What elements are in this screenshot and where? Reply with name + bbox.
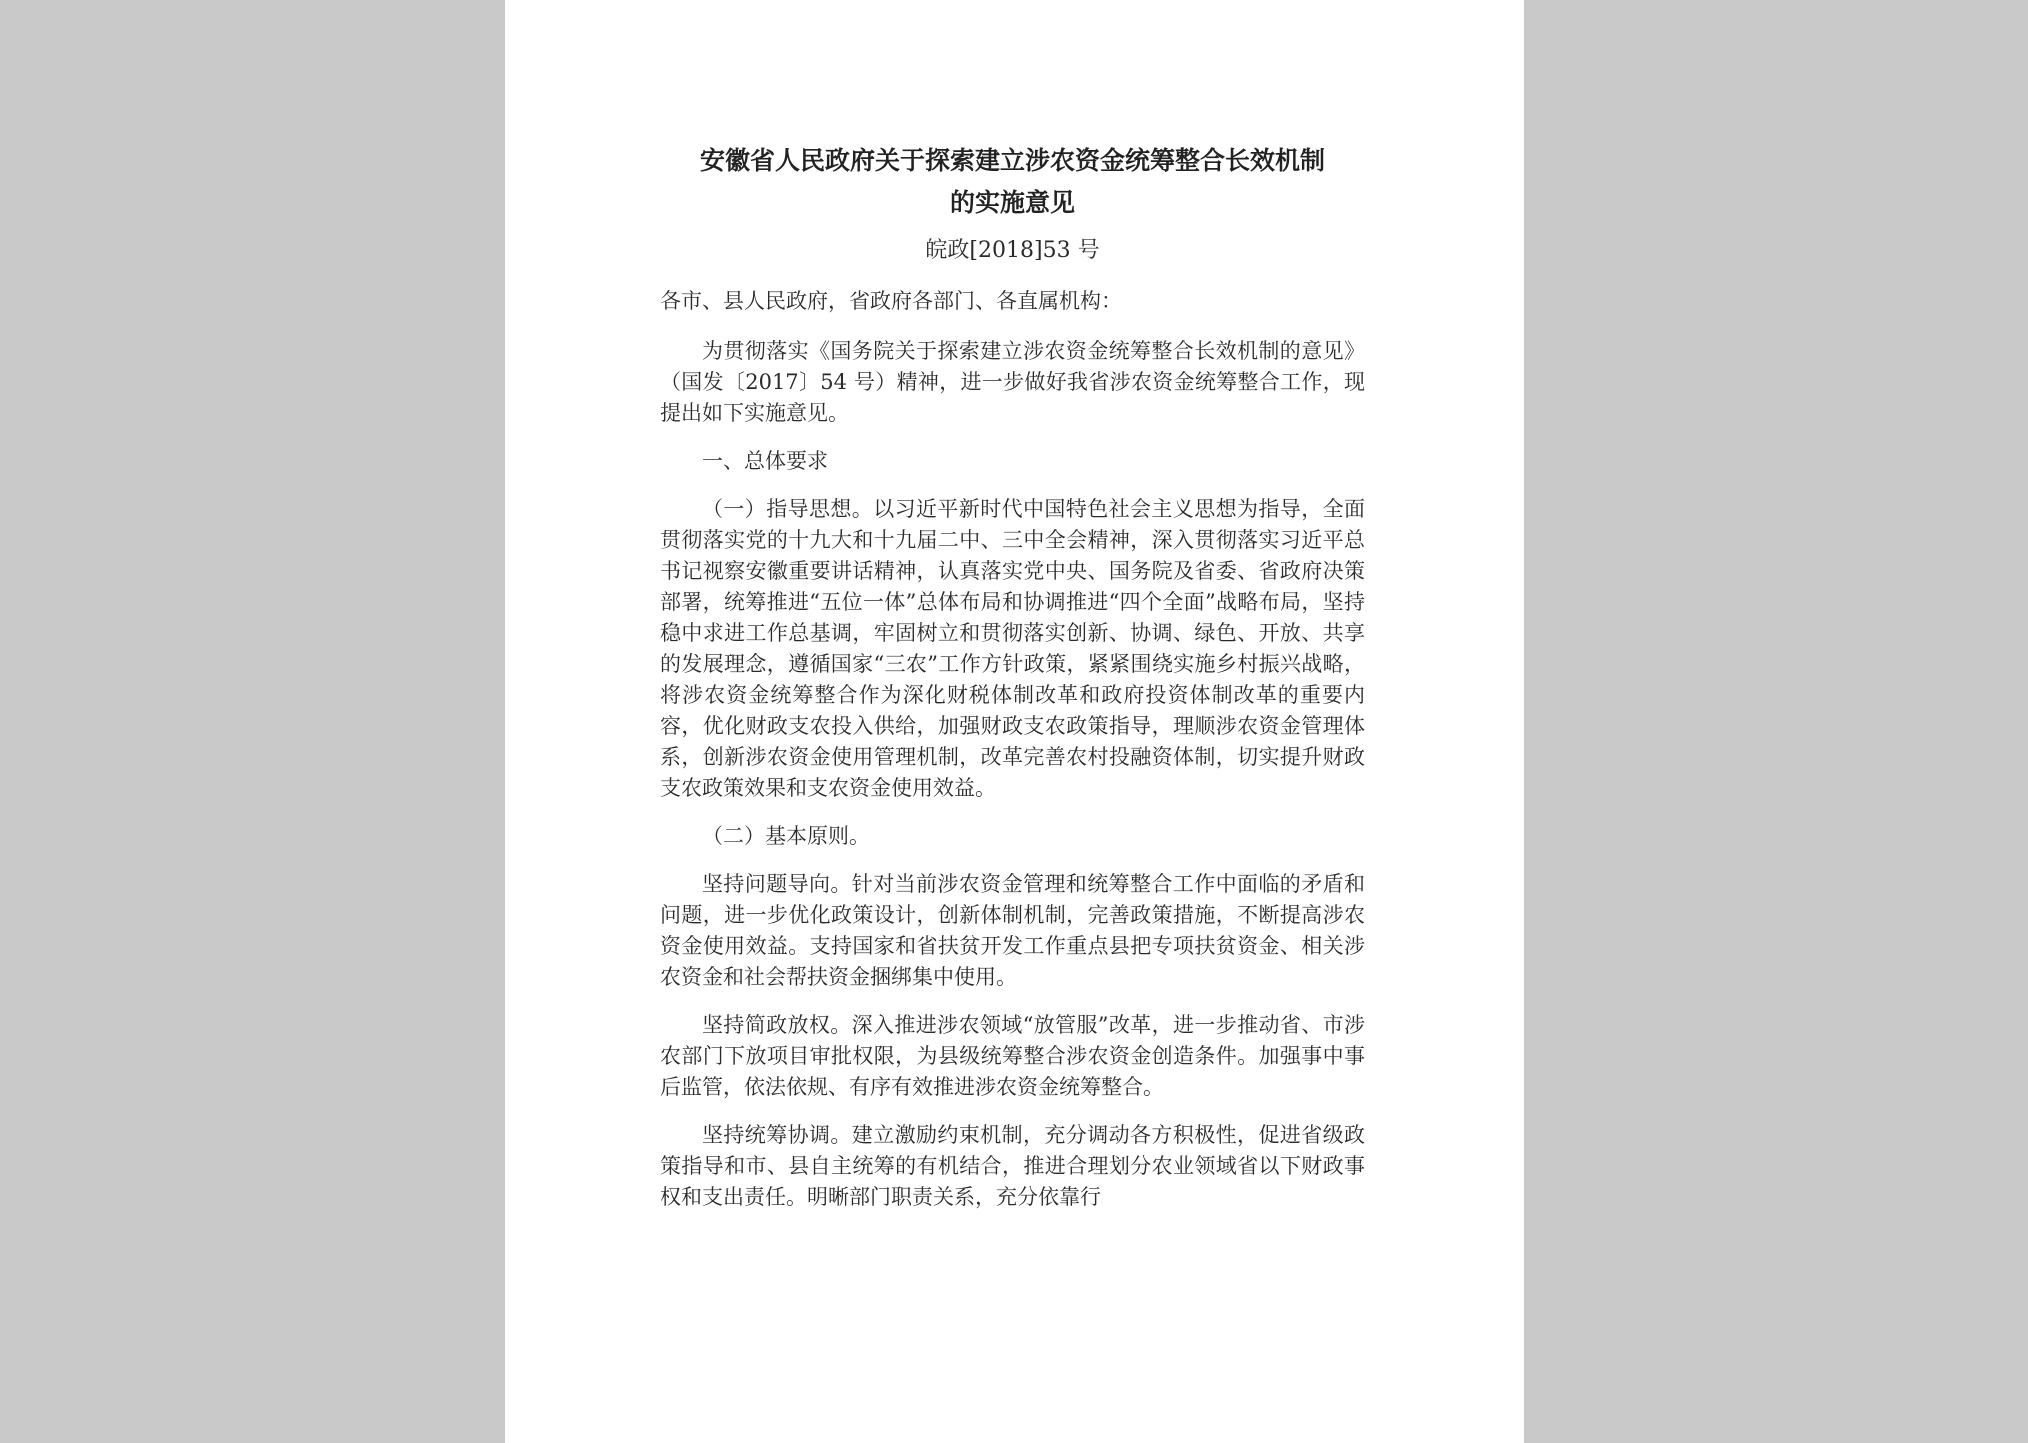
- guiding-thought-paragraph: （一）指导思想。以习近平新时代中国特色社会主义思想为指导，全面贯彻落实党的十九大和十九届二中、三中全会精神，深入贯彻落实习近平总书记视察安徽重要讲话精神，认真落实党中央、国务院及省委、省政府决策部署，统筹推进“五位一体”总体布局和协调推进“四个全面”战略布局，坚持稳中求进工作总基调，牢固树立和贯彻落实创新、协调、绿色、开放、共享的发展理念，遵循国家“三农”工作方针政策，紧紧围绕实施乡村振兴战略，将涉农资金统筹整合作为深化财税体制改革和政府投资体制改革的重要内容，优化财政支农投入供给，加强财政支农政策指导，理顺涉农资金管理体系，创新涉农资金使用管理机制，改革完善农村投融资体制，切实提升财政支农政策效果和支农资金使用效益。: [660, 497, 1365, 800]
- basic-principles-heading: （二）基本原则。: [702, 824, 870, 848]
- section-heading-general-requirements: 一、总体要求: [702, 449, 828, 473]
- title-line-2: 的实施意见: [949, 188, 1075, 217]
- intro-paragraph: 为贯彻落实《国务院关于探索建立涉农资金统筹整合长效机制的意见》（国发〔2017〕54 号）精神，进一步做好我省涉农资金统筹整合工作，现提出如下实施意见。: [660, 339, 1365, 425]
- principle-simplify-administration: 坚持简政放权。深入推进涉农领域“放管服”改革，进一步推动省、市涉农部门下放项目审批权限，为县级统筹整合涉农资金创造条件。加强事中事后监管，依法依规、有序有效推进涉农资金统筹整合。: [660, 1013, 1365, 1099]
- recipient-line: 各市、县人民政府，省政府各部门、各直属机构：: [660, 289, 1122, 313]
- page-content: [660, 140, 1365, 1230]
- document-number: 皖政[2018]53 号: [925, 238, 1100, 263]
- principle-overall-coordination: 坚持统筹协调。建立激励约束机制，充分调动各方积极性，促进省级政策指导和市、县自主统筹的有机结合，推进合理划分农业领域省以下财政事权和支出责任。明晰部门职责关系，充分依靠行: [660, 1123, 1365, 1209]
- document-title: [660, 140, 1365, 224]
- principle-problem-oriented: 坚持问题导向。针对当前涉农资金管理和统筹整合工作中面临的矛盾和问题，进一步优化政策设计，创新体制机制，完善政策措施，不断提高涉农资金使用效益。支持国家和省扶贫开发工作重点县把专项扶贫资金、相关涉农资金和社会帮扶资金捆绑集中使用。: [660, 872, 1365, 989]
- title-line-1: 安徽省人民政府关于探索建立涉农资金统筹整合长效机制: [699, 146, 1325, 175]
- document-page: [505, 0, 1524, 1443]
